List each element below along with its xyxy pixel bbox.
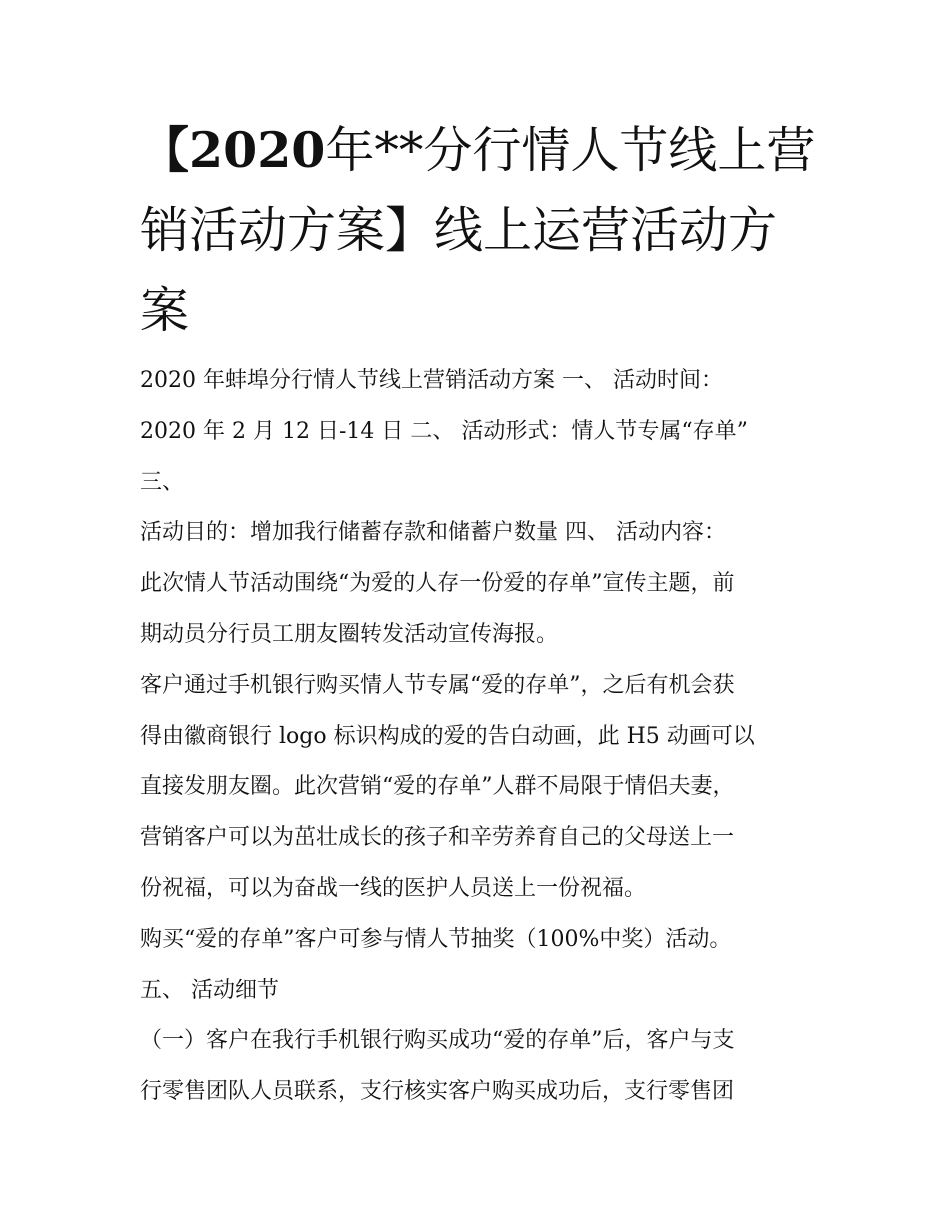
body-line: 行零售团队人员联系，支行核实客户购买成功后，支行零售团	[140, 1079, 735, 1105]
body-line: 份祝福，可以为奋战一线的医护人员送上一份祝福。	[140, 875, 647, 901]
body-line: 购买“爱的存单”客户可参与情人节抽奖（100%中奖）活动。	[140, 926, 732, 952]
document-title	[140, 110, 830, 351]
title-year: 【2020	[140, 121, 326, 179]
title-line-1: 年**分行情人节线上营	[325, 122, 816, 179]
document-body	[140, 356, 830, 1118]
body-line: （一）客户在我行手机银行购买成功“爱的存单”后，客户与支	[140, 1028, 735, 1054]
body-line: 活动目的：增加我行储蓄存款和储蓄户数量 四、 活动内容：	[140, 520, 726, 546]
body-line: 直接发朋友圈。此次营销“爱的存单”人群不局限于情侣夫妻，	[140, 774, 735, 800]
body-line: 得由徽商银行 logo 标识构成的爱的告白动画，此 H5 动画可以	[140, 723, 755, 749]
title-line-3: 案	[140, 282, 190, 339]
body-line: 2020 年蚌埠分行情人节线上营销活动方案 一、 活动时间：	[140, 368, 723, 393]
body-line: 期动员分行员工朋友圈转发活动宣传海报。	[140, 621, 559, 647]
title-line-2: 销活动方案】线上运营活动方	[140, 202, 778, 259]
body-line: 此次情人节活动围绕“为爱的人存一份爱的存单”宣传主题，前	[140, 571, 735, 597]
body-line: 营销客户可以为茁壮成长的孩子和辛劳养育自己的父母送上一	[140, 825, 735, 851]
body-line: 客户通过手机银行购买情人节专属“爱的存单”，之后有机会获	[140, 672, 735, 698]
body-line: 2020 年 2 月 12 日-14 日 二、 活动形式：情人节专属“存单”	[140, 418, 748, 444]
body-line: 三、	[140, 469, 185, 495]
body-line: 五、 活动细节	[140, 977, 279, 1003]
